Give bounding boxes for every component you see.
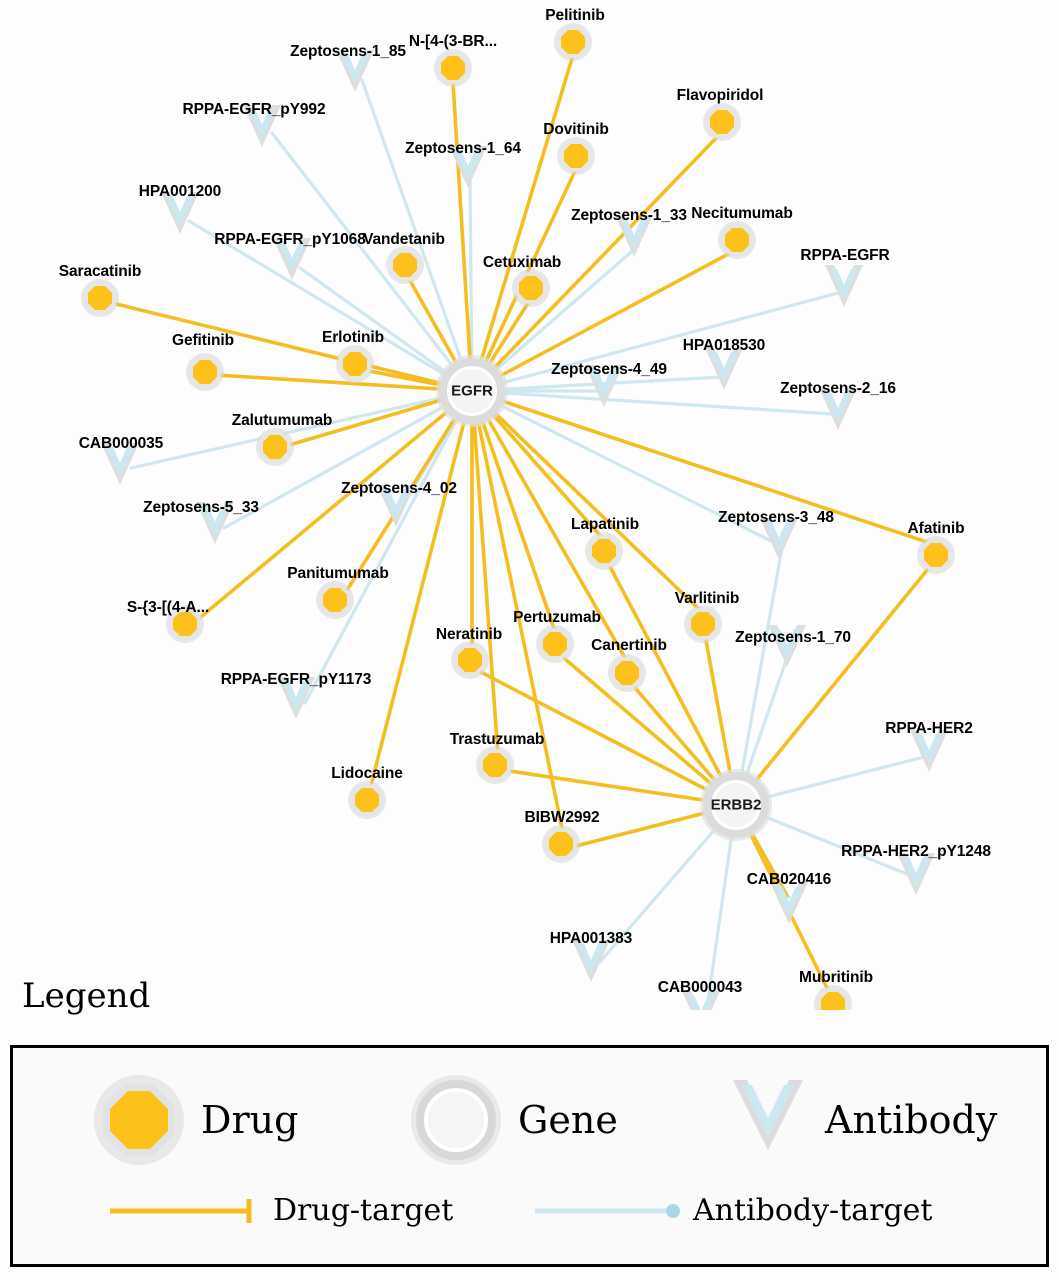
drug-node-label: Pelitinib [545,7,605,24]
antibody-node-label: Zeptosens-1_85 [290,43,406,60]
antibody-node[interactable] [825,265,863,307]
legend-label-antibody: Antibody [825,1098,998,1142]
drug-node[interactable] [917,536,955,574]
antibody-node-label: Zeptosens-1_64 [405,140,521,157]
legend-label-antibody-target: Antibody-target [693,1193,933,1228]
drug-node[interactable] [476,746,514,784]
antibody-node-label: HPA001383 [549,930,633,947]
drug-node-label: BIBW2992 [524,809,600,826]
drug-node-label: Lidocaine [331,765,403,782]
antibody-icon [725,1072,811,1168]
gene-icon [408,1072,504,1168]
drug-node[interactable] [434,49,472,87]
drug-node-label: Trastuzumab [449,731,545,748]
drug-node[interactable] [554,23,592,61]
drug-node[interactable] [536,625,574,663]
drug-node-label: Saracatinib [58,263,142,280]
drug-node-label: Panitumumab [287,565,389,582]
antibody-node-label: Zeptosens-1_70 [735,629,851,646]
drug-node-label: Neratinib [435,626,503,643]
antibody-edge [272,133,472,391]
antibody-target-edge-icon [533,1196,683,1226]
drug-node-label: S-{3-[(4-A... [126,599,210,616]
drug-target-edge-icon [108,1196,263,1226]
legend-label-drug: Drug [201,1098,299,1142]
drug-node-label: Canertinib [591,637,667,654]
drug-edge [112,303,472,391]
antibody-node-label: RPPA-EGFR_pY1173 [220,671,372,688]
antibody-node-label: HPA001200 [138,183,222,200]
drug-node-label: Flavopiridol [676,87,764,104]
antibody-edge-group [131,80,924,1008]
antibody-node-label: CAB000035 [78,435,164,452]
legend-item-antibody [725,1072,997,1168]
legend-item-gene [408,1072,618,1168]
antibody-node-label: Zeptosens-5_33 [143,499,259,516]
legend-box [10,1045,1049,1267]
antibody-node-label: Zeptosens-2_16 [780,380,896,397]
legend-item-drug [91,1072,298,1168]
antibody-node-label: CAB020416 [746,871,832,888]
antibody-node-label: RPPA-EGFR_pY1068 [214,231,366,248]
antibody-node-label: CAB000043 [657,979,743,996]
antibody-node-label: Zeptosens-4_02 [341,480,457,497]
antibody-node-label: Zeptosens-4_49 [551,361,667,378]
drug-node[interactable] [81,279,119,317]
drug-node[interactable] [316,581,354,619]
legend-item-drug-target [108,1193,453,1228]
drug-node-label: Varlitinib [674,590,740,607]
drug-node[interactable] [512,269,550,307]
legend [0,968,1059,1280]
drug-node[interactable] [608,654,646,692]
antibody-node-label: HPA018530 [682,337,766,354]
drug-node[interactable] [542,825,580,863]
legend-item-antibody-target [533,1193,933,1228]
drug-node-label: Zalutumumab [231,412,333,429]
drug-node[interactable] [256,428,294,466]
gene-node-label: EGFR [451,382,493,400]
drug-node[interactable] [386,246,424,284]
drug-node[interactable] [348,781,386,819]
drug-icon [91,1072,187,1168]
drug-node-label: N-[4-(3-BR... [408,33,498,50]
drug-node-label: Pertuzumab [513,609,601,626]
drug-node-label: Mubritinib [799,969,873,986]
drug-node[interactable] [451,641,489,679]
drug-node[interactable] [703,103,741,141]
antibody-node-label: RPPA-HER2 [885,720,973,737]
drug-node[interactable] [718,221,756,259]
drug-node-label: Vandetanib [363,231,445,248]
antibody-node-label: Zeptosens-1_33 [571,207,687,224]
legend-label-drug-target: Drug-target [273,1193,454,1228]
antibody-node-label: Zeptosens-3_48 [718,509,834,526]
legend-label-gene: Gene [518,1098,618,1142]
drug-node[interactable] [684,605,722,643]
drug-node-label: Afatinib [907,520,965,537]
drug-node[interactable] [585,532,623,570]
drug-node-label: Gefitinib [172,332,234,349]
drug-edge [370,391,472,789]
drug-node-label: Necitumumab [691,205,793,222]
antibody-node-label: RPPA-EGFR [800,247,890,264]
legend-title: Legend [22,976,151,1016]
drug-node[interactable] [186,353,224,391]
drug-edge [736,564,932,805]
drug-node-label: Lapatinib [571,516,639,533]
drug-node-label: Erlotinib [322,329,384,346]
gene-node-label: ERBB2 [710,796,762,814]
drug-node-label: Cetuximab [482,254,562,271]
drug-node[interactable] [557,137,595,175]
drug-edge [472,391,703,613]
drug-node-label: Dovitinib [543,121,609,138]
drug-node[interactable] [336,345,374,383]
antibody-edge [736,548,782,805]
antibody-node-label: RPPA-EGFR_pY992 [182,101,326,118]
antibody-node-label: RPPA-HER2_pY1248 [841,843,991,860]
